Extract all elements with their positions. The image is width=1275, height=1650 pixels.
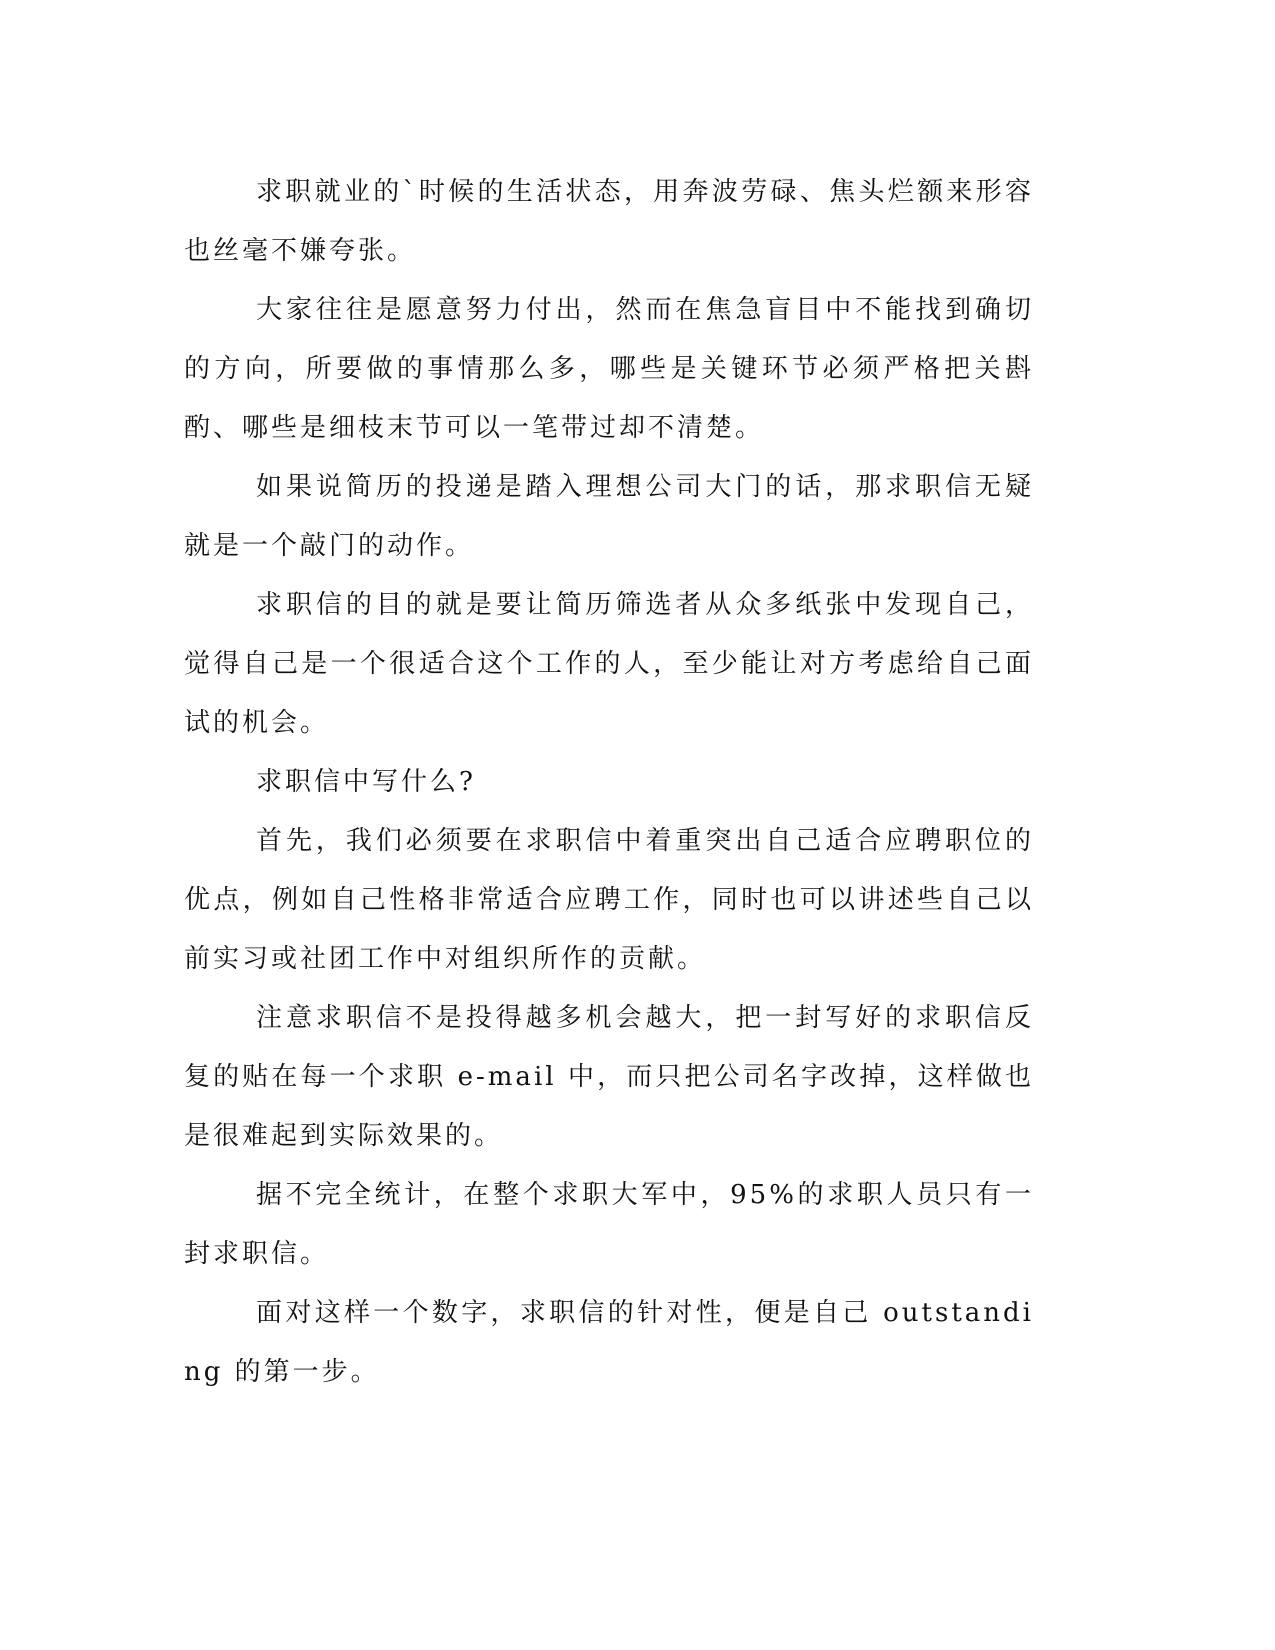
paragraph-8: 据不完全统计，在整个求职大军中，95%的求职人员只有一封求职信。 — [184, 1180, 1034, 1269]
paragraph-9: 面对这样一个数字，求职信的针对性，便是自己 outstanding 的第一步。 — [184, 1298, 1034, 1387]
paragraph-6: 首先，我们必须要在求职信中着重突出自己适合应聘职位的优点，例如自己性格非常适合应聘工作，同时也可以讲述些自己以前实习或社团工作中对组织所作的贡献。 — [184, 826, 1034, 974]
paragraph-7: 注意求职信不是投得越多机会越大，把一封写好的求职信反复的贴在每一个求职 e-mail 中，而只把公司名字改掉，这样做也是很难起到实际效果的。 — [184, 1003, 1034, 1151]
paragraph-2: 大家往往是愿意努力付出，然而在焦急盲目中不能找到确切的方向，所要做的事情那么多，哪些是关键环节必须严格把关斟酌、哪些是细枝末节可以一笔带过却不清楚。 — [184, 295, 1034, 443]
paragraph-4: 求职信的目的就是要让简历筛选者从众多纸张中发现自己，觉得自己是一个很适合这个工作的人，至少能让对方考虑给自己面试的机会。 — [184, 590, 1034, 738]
paragraph-5-question: 求职信中写什么? — [256, 767, 476, 797]
paragraph-3: 如果说简历的投递是踏入理想公司大门的话，那求职信无疑就是一个敲门的动作。 — [184, 472, 1034, 561]
document-body — [184, 163, 1034, 1402]
paragraph-1: 求职就业的`时候的生活状态，用奔波劳碌、焦头烂额来形容也丝毫不嫌夸张。 — [184, 177, 1034, 266]
